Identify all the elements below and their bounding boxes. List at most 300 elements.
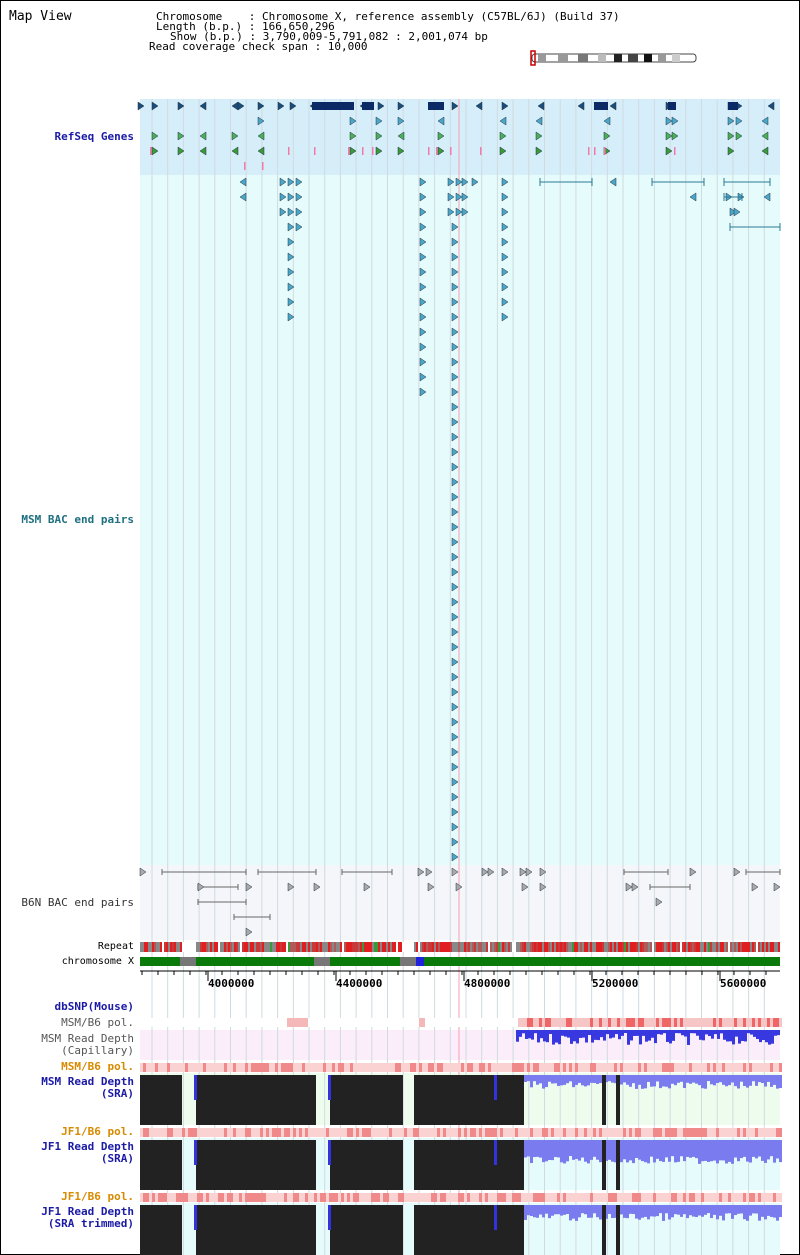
pol-cell — [722, 1128, 725, 1137]
depth-bar — [569, 1140, 572, 1156]
depth-bar — [533, 1205, 536, 1217]
pol-cell — [758, 1018, 761, 1027]
repeat-segment — [172, 942, 174, 952]
depth-bar — [695, 1140, 698, 1158]
repeat-segment — [764, 942, 766, 952]
pol-cell — [482, 1128, 485, 1137]
pol-cell — [308, 1018, 311, 1027]
repeat-segment — [452, 942, 454, 952]
pol-cell — [491, 1193, 494, 1202]
pol-cell — [773, 1063, 776, 1072]
pol-cell — [713, 1193, 716, 1202]
pol-cell — [461, 1063, 464, 1072]
pol-cell — [314, 1128, 317, 1137]
pol-cell — [641, 1018, 644, 1027]
msm-pol-label[interactable]: MSM/B6 pol. — [61, 1016, 134, 1029]
pol-cell — [536, 1193, 539, 1202]
depth-bar — [774, 1030, 777, 1036]
pol-cell — [431, 1063, 434, 1072]
depth-bar — [635, 1075, 638, 1089]
depth-bar — [771, 1030, 774, 1044]
pol-cell — [404, 1128, 407, 1137]
depth-bar — [645, 1030, 648, 1042]
depth-bar — [635, 1140, 638, 1158]
pol-cell — [383, 1193, 386, 1202]
depth-bar — [677, 1140, 680, 1162]
repeat-segment — [300, 942, 302, 952]
repeat-segment — [706, 942, 708, 952]
depth-bar — [770, 1075, 773, 1087]
depth-bar — [575, 1075, 578, 1085]
pol-cell — [233, 1193, 236, 1202]
repeat-segment — [284, 942, 286, 952]
pol-cell — [428, 1128, 431, 1137]
depth-bar — [584, 1140, 587, 1162]
pol-cell — [320, 1018, 323, 1027]
repeat-segment — [680, 942, 682, 952]
pol-cell — [410, 1018, 413, 1027]
pol-cell — [296, 1128, 299, 1137]
repeat-segment — [314, 942, 316, 952]
depth-bar — [651, 1030, 654, 1038]
repeat-segment — [708, 942, 710, 952]
pol-cell — [191, 1063, 194, 1072]
repeat-segment — [762, 942, 764, 952]
pol-cell — [170, 1128, 173, 1137]
pol-cell — [491, 1128, 494, 1137]
msm-bac-label[interactable]: MSM BAC end pairs — [21, 513, 134, 526]
depth-bar — [767, 1140, 770, 1159]
depth-bar — [713, 1205, 716, 1215]
repeat-segment — [226, 942, 228, 952]
depth-bar — [554, 1140, 557, 1157]
depth-bar — [662, 1140, 665, 1162]
jf1-depth-sra-label[interactable]: JF1 Read Depth (SRA) — [41, 1140, 134, 1165]
repeat-segment — [192, 942, 194, 952]
pol-cell — [362, 1193, 365, 1202]
pol-cell — [167, 1018, 170, 1027]
pol-cell — [458, 1018, 461, 1027]
repeat-segment — [696, 942, 698, 952]
pol-cell — [200, 1193, 203, 1202]
depth-bar — [725, 1205, 728, 1214]
pol-cell — [746, 1128, 749, 1137]
pol-cell — [248, 1128, 251, 1137]
depth-bar — [668, 1205, 671, 1219]
pol-cell — [581, 1128, 584, 1137]
pol-cell — [452, 1128, 455, 1137]
depth-bar — [596, 1075, 599, 1084]
pol-cell — [542, 1128, 545, 1137]
pol-cell — [464, 1063, 467, 1072]
depth-bar — [677, 1075, 680, 1083]
pol-cell — [287, 1128, 290, 1137]
repeat-segment — [510, 942, 512, 952]
depth-bar — [536, 1140, 539, 1157]
depth-mark — [494, 1205, 497, 1230]
pol-cell — [392, 1128, 395, 1137]
repeat-segment — [230, 942, 232, 952]
depth-block — [414, 1075, 524, 1125]
pol-cell — [659, 1193, 662, 1202]
pol-cell — [269, 1193, 272, 1202]
depth-bar — [743, 1140, 746, 1157]
pol-cell — [560, 1193, 563, 1202]
pol-cell — [314, 1018, 317, 1027]
depth-mark — [328, 1075, 331, 1100]
pol-cell — [587, 1063, 590, 1072]
repeat-segment — [248, 942, 250, 952]
pol-cell — [692, 1128, 695, 1137]
pol-cell — [755, 1063, 758, 1072]
pol-cell — [470, 1018, 473, 1027]
depth-bar — [719, 1075, 722, 1082]
repeat-segment — [282, 942, 284, 952]
pol-cell — [200, 1063, 203, 1072]
snp-tick — [288, 147, 290, 155]
depth-bar — [623, 1140, 626, 1159]
pol-cell — [479, 1018, 482, 1027]
depth-bar — [603, 1030, 606, 1041]
pol-cell — [653, 1193, 656, 1202]
depth-bar — [711, 1030, 714, 1039]
pol-cell — [554, 1018, 557, 1027]
pol-cell — [194, 1128, 197, 1137]
repeat-segment — [372, 942, 374, 952]
pol-cell — [170, 1063, 173, 1072]
depth-block — [330, 1140, 403, 1190]
depth-bar — [591, 1030, 594, 1043]
repeat-segment — [750, 942, 752, 952]
depth-bar — [707, 1205, 710, 1213]
repeat-segment — [386, 942, 388, 952]
pol-cell — [281, 1063, 284, 1072]
pol-cell — [164, 1128, 167, 1137]
depth-bar — [587, 1140, 590, 1163]
pol-cell — [614, 1018, 617, 1027]
repeat-segment — [406, 942, 408, 952]
depth-bar — [527, 1140, 530, 1156]
repeat-segment — [144, 942, 146, 952]
pol-cell — [545, 1063, 548, 1072]
pol-cell — [230, 1128, 233, 1137]
pol-cell — [716, 1063, 719, 1072]
repeat-segment — [198, 942, 200, 952]
depth-bar — [692, 1140, 695, 1157]
repeat-segment — [742, 942, 744, 952]
pol-cell — [764, 1018, 767, 1027]
pol-cell — [209, 1193, 212, 1202]
snp-tick — [362, 147, 364, 155]
repeat-segment — [184, 942, 186, 952]
repeat-segment — [678, 942, 680, 952]
pol-cell — [440, 1128, 443, 1137]
depth-bar — [683, 1140, 686, 1161]
repeat-segment — [208, 942, 210, 952]
pol-cell — [422, 1193, 425, 1202]
pol-cell — [512, 1063, 515, 1072]
pol-cell — [638, 1128, 641, 1137]
repeat-segment — [336, 942, 338, 952]
pol-cell — [368, 1128, 371, 1137]
pol-cell — [167, 1193, 170, 1202]
pol-cell — [329, 1063, 332, 1072]
pol-cell — [647, 1063, 650, 1072]
pol-cell — [539, 1193, 542, 1202]
depth-bar — [764, 1140, 767, 1163]
pol-cell — [521, 1128, 524, 1137]
pol-cell — [701, 1063, 704, 1072]
pol-cell — [398, 1018, 401, 1027]
pol-cell — [560, 1128, 563, 1137]
depth-bar — [681, 1030, 684, 1035]
depth-bar — [671, 1075, 674, 1084]
repeat-segment — [238, 942, 240, 952]
pol-cell — [425, 1193, 428, 1202]
pol-cell — [455, 1193, 458, 1202]
pol-cell — [749, 1063, 752, 1072]
pol-cell — [668, 1193, 671, 1202]
depth-bar — [545, 1205, 548, 1214]
pol-cell — [227, 1063, 230, 1072]
repeat-segment — [612, 942, 614, 952]
pol-cell — [497, 1018, 500, 1027]
repeat-segment — [566, 942, 568, 952]
pol-cell — [419, 1193, 422, 1202]
msm-depth-cap-label[interactable]: MSM Read Depth (Capillary) — [41, 1032, 134, 1057]
pol-cell — [263, 1018, 266, 1027]
repeat-segment — [294, 942, 296, 952]
msm-depth-sra-label[interactable]: MSM Read Depth (SRA) — [41, 1075, 134, 1100]
repeat-segment — [656, 942, 658, 952]
pol-cell — [536, 1063, 539, 1072]
pol-cell — [680, 1128, 683, 1137]
repeat-segment — [316, 942, 318, 952]
pol-cell — [140, 1128, 143, 1137]
pol-cell — [557, 1193, 560, 1202]
pol-cell — [656, 1193, 659, 1202]
repeat-segment — [558, 942, 560, 952]
pol-cell — [392, 1193, 395, 1202]
pol-cell — [458, 1128, 461, 1137]
pol-cell — [716, 1193, 719, 1202]
pol-cell — [353, 1063, 356, 1072]
pol-cell — [737, 1018, 740, 1027]
depth-bar — [768, 1030, 771, 1045]
pol-cell — [617, 1063, 620, 1072]
repeat-segment — [528, 942, 530, 952]
depth-bar — [749, 1075, 752, 1086]
pol-cell — [341, 1193, 344, 1202]
pol-cell — [638, 1193, 641, 1202]
pol-cell — [764, 1128, 767, 1137]
pol-cell — [464, 1193, 467, 1202]
depth-bar — [741, 1030, 744, 1041]
pol-cell — [149, 1128, 152, 1137]
pol-cell — [620, 1063, 623, 1072]
depth-bar — [737, 1075, 740, 1089]
depth-bar — [779, 1140, 782, 1162]
depth-bar — [693, 1030, 696, 1033]
pol-cell — [269, 1018, 272, 1027]
depth-bar — [770, 1140, 773, 1156]
pol-cell — [389, 1128, 392, 1137]
pol-cell — [278, 1018, 281, 1027]
depth-bar — [647, 1140, 650, 1163]
repeat-segment — [302, 942, 304, 952]
pol-cell — [380, 1018, 383, 1027]
depth-bar — [746, 1075, 749, 1088]
depth-bar — [732, 1030, 735, 1044]
pol-cell — [644, 1128, 647, 1137]
pol-cell — [158, 1128, 161, 1137]
pol-cell — [323, 1193, 326, 1202]
pol-cell — [140, 1193, 143, 1202]
pol-cell — [191, 1193, 194, 1202]
pol-cell — [722, 1063, 725, 1072]
pol-cell — [446, 1193, 449, 1202]
depth-bar — [596, 1140, 599, 1160]
depth-bar — [629, 1075, 632, 1087]
pol-cell — [320, 1063, 323, 1072]
pol-cell — [431, 1193, 434, 1202]
chromosome-label: chromosome X — [61, 956, 134, 967]
repeat-segment — [324, 942, 326, 952]
pol-cell — [776, 1063, 779, 1072]
repeat-segment — [492, 942, 494, 952]
pol-cell — [170, 1018, 173, 1027]
pol-cell — [545, 1128, 548, 1137]
jf1-pol-label[interactable]: JF1/B6 pol. — [61, 1125, 134, 1138]
pol-cell — [764, 1063, 767, 1072]
repeat-segment — [758, 942, 760, 952]
pol-cell — [704, 1063, 707, 1072]
pol-cell — [377, 1063, 380, 1072]
pol-cell — [629, 1063, 632, 1072]
pol-cell — [167, 1063, 170, 1072]
depth-bar — [576, 1030, 579, 1043]
pol-cell — [746, 1063, 749, 1072]
pol-cell — [440, 1063, 443, 1072]
pol-cell — [629, 1128, 632, 1137]
pol-cell — [551, 1018, 554, 1027]
repeat-segment — [564, 942, 566, 952]
pol-cell — [707, 1063, 710, 1072]
depth-mark — [494, 1075, 497, 1100]
pol-cell — [566, 1018, 569, 1027]
pol-cell — [494, 1063, 497, 1072]
repeat-segment — [298, 942, 300, 952]
depth-bar — [644, 1075, 647, 1088]
pol-cell — [413, 1128, 416, 1137]
repeat-segment — [348, 942, 350, 952]
depth-bar — [749, 1140, 752, 1163]
refseq-genes-label[interactable]: RefSeq Genes — [54, 130, 134, 143]
pol-cell — [770, 1193, 773, 1202]
pol-cell — [677, 1193, 680, 1202]
depth-bar — [641, 1205, 644, 1218]
pol-cell — [350, 1193, 353, 1202]
depth-bar — [764, 1075, 767, 1087]
dbsnp-label[interactable]: dbSNP(Mouse) — [54, 1000, 134, 1013]
depth-bar — [530, 1205, 533, 1216]
pol-cell — [761, 1018, 764, 1027]
repeat-segment — [674, 942, 676, 952]
pol-cell — [470, 1128, 473, 1137]
depth-bar — [524, 1205, 527, 1220]
depth-bar — [738, 1030, 741, 1044]
repeat-segment — [776, 942, 778, 952]
pol-cell — [176, 1018, 179, 1027]
pol-cell — [245, 1193, 248, 1202]
repeat-segment — [572, 942, 574, 952]
pol-cell — [719, 1193, 722, 1202]
pol-cell — [617, 1193, 620, 1202]
pol-cell — [698, 1193, 701, 1202]
pol-cell — [266, 1063, 269, 1072]
repeat-segment — [448, 942, 450, 952]
jf1-depth-trim-label[interactable]: JF1 Read Depth (SRA trimmed) — [41, 1205, 134, 1230]
pol-cell — [344, 1193, 347, 1202]
pol-cell — [569, 1193, 572, 1202]
pol-cell — [575, 1018, 578, 1027]
pol-cell — [611, 1063, 614, 1072]
repeat-segment — [318, 942, 320, 952]
pol-cell — [749, 1128, 752, 1137]
repeat-segment — [180, 942, 182, 952]
jf1-pol2-label[interactable]: JF1/B6 pol. — [61, 1190, 134, 1203]
msm-pol2-label[interactable]: MSM/B6 pol. — [61, 1060, 134, 1073]
pol-cell — [422, 1018, 425, 1027]
msm-bac-track-bg — [140, 175, 780, 865]
depth-bar — [564, 1030, 567, 1037]
b6n-bac-label[interactable]: B6N BAC end pairs — [21, 896, 134, 909]
pol-cell — [677, 1063, 680, 1072]
depth-bar — [698, 1205, 701, 1215]
pol-cell — [554, 1063, 557, 1072]
pol-cell — [662, 1018, 665, 1027]
depth-bar — [527, 1075, 530, 1081]
pol-cell — [578, 1063, 581, 1072]
repeat-segment — [658, 942, 660, 952]
pol-cell — [212, 1193, 215, 1202]
repeat-segment — [684, 942, 686, 952]
pol-cell — [662, 1128, 665, 1137]
depth-bar — [704, 1075, 707, 1089]
depth-bar — [539, 1075, 542, 1083]
pol-cell — [746, 1018, 749, 1027]
pol-cell — [164, 1063, 167, 1072]
pol-cell — [356, 1193, 359, 1202]
pol-cell — [281, 1018, 284, 1027]
pol-cell — [590, 1128, 593, 1137]
pol-cell — [173, 1193, 176, 1202]
depth-bar — [552, 1030, 555, 1045]
pol-cell — [434, 1018, 437, 1027]
repeat-segment — [548, 942, 550, 952]
pol-cell — [371, 1193, 374, 1202]
pol-cell — [485, 1018, 488, 1027]
repeat-segment — [538, 942, 540, 952]
pol-cell — [725, 1193, 728, 1202]
depth-bar — [621, 1030, 624, 1036]
depth-bar — [710, 1205, 713, 1218]
repeat-segment — [634, 942, 636, 952]
pol-cell — [209, 1063, 212, 1072]
pol-cell — [650, 1128, 653, 1137]
pol-cell — [305, 1128, 308, 1137]
repeat-segment — [486, 942, 488, 952]
